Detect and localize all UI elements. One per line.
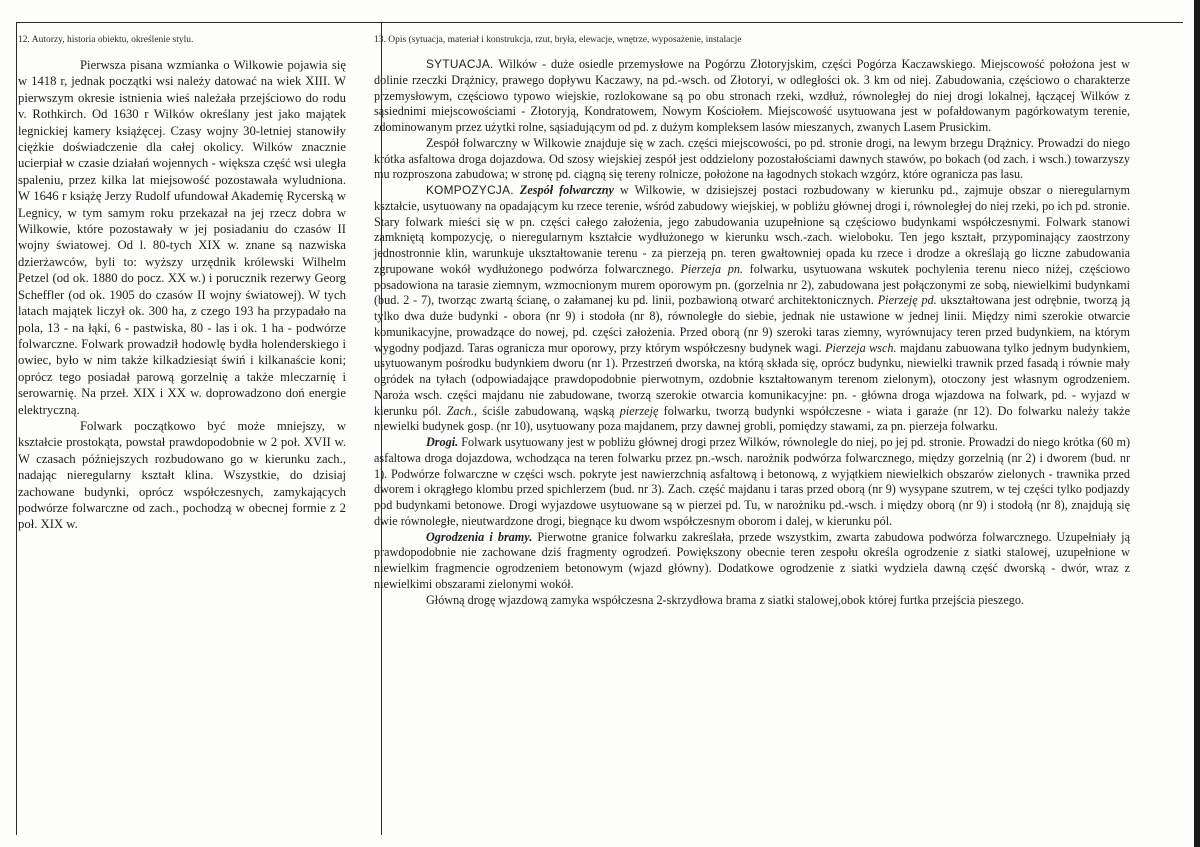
situation-text: Wilków - duże osiedle przemysłowe na Pogórzu Złotoryjskim, części Pogórza Kaczawskiego. Miejscowość położona jest w dolinie rzeczki Drążnicy, prawego dopływu Kaczawy, na pd.-wsch. od Złotoryi, w odległości ok. 3 km od niej. Zabudowania, częściowo o charakterze przemysłowym, częściowo typowo wiejskie, rozlokowane są po obu stronach rzeki, wzdłuż, równoległej do niej drogi lokalnej, łączącej Wilków z sąsiednimi miejscowościami - Złotoryją, Kondratowem, Nowym Kościołem. Miejscowość usytuowana jest w pofałdowanym pagórkowatym terenie, zdominowanym przez użytki rolne, sąsiadującym od pd. z dużym kompleksem lasów mieszanych, zwanych Lasem Prusickim. — [374, 57, 1130, 134]
composition-term-west: Zach. — [446, 403, 474, 418]
composition-term-complex: Zespół folwarczny — [519, 183, 614, 197]
composition-term-south: Pierzeję pd. — [877, 293, 937, 308]
composition-term-east: Pierzeja wsch. — [825, 340, 897, 355]
composition-text-a: w Wilkowie, w dzisiejszej postaci rozbudowany w kierunku pd., zajmuje obszar o nieregularnym kształcie, usytuowany na opadającym ku rzece terenie, wśród zabudowy wiejskiej, w pobliżu głównej drogi i, równoległej do niej rzeki, po ich pd. stronie. Stary folwark mieści się w pn. części całego założenia, jego zabudowania uzupełnione są częściowo budynkami współczesnymi. Folwark stanowi zamkniętą kompozycję, o nieregularnym kształcie wydłużonego w kierunku wsch.-zach. wieloboku. Ten jego kształt, przypominający zaostrzony jednostronnie klin, warunkuje ukształtowanie terenu - za pierzeją pn. teren gwałtowniej opada ku rzece i drodze a określają go liczne zabudowania zgrupowane wokół wydłużonego podwórza folwarcznego. — [374, 183, 1131, 276]
composition-heading: KOMPOZYCJA. — [426, 183, 514, 197]
composition-text-f: folwarku, tworzą budynki współczesne - wiata i garaże (nr 12). Do folwarku należy także niewielki budynek gosp. (nr 10), usytuowany poza majdanem, przy dawnej grobli, pomiędzy stawami, za pn. pierzeja folwarku. — [374, 403, 1130, 434]
composition-text-d: majdanu zabuowana tylko jednym budynkiem, usytuowanym pośrodku budynkiem dworu (nr 1). Przestrzeń dworska, na którą składa się, oprócz budynku, niewielki trawnik przed fasadą i równie mały ogródek na tyłach (odpowiadające prawdopodobnie pierwotnym, ozdobnie kształtowanym terenom zielonym), otoczony jest własnym ogrodzeniem. Naroża wsch. części majdanu nie zabudowane, tworzą szerokie otwarcia komunikacyjne: pn. - główna droga wjazdowa na folwark, pd. - wyjazd w kierunku pól. — [374, 340, 1130, 418]
fences-paragraph — [374, 530, 1130, 593]
roads-paragraph — [374, 435, 1130, 530]
section-13-label: 13. Opis (sytuacja, materiał i konstrukcja, rzut, bryła, elewacje, wnętrze, wyposażenie, instalacje — [374, 35, 742, 45]
description-column — [374, 34, 1130, 608]
situation-paragraph — [374, 57, 1130, 136]
situation-heading: SYTUACJA. — [426, 57, 494, 71]
fences-heading: Ogrodzenia i bramy. — [426, 529, 533, 544]
gate-paragraph: Główną drogę wjazdową zamyka współczesna 2-skrzydłowa brama z siatki stalowej,obok której furtka przejścia pieszego. — [426, 592, 1024, 607]
composition-paragraph — [374, 183, 1130, 435]
composition-text-e: , ściśle zabudowaną, wąską — [474, 403, 620, 418]
composition-term-frontage: pierzeję — [619, 403, 659, 418]
section-12-label: 12. Autorzy, historia obiektu, określenie stylu. — [18, 35, 194, 45]
composition-text-c: ukształtowana jest odrębnie, tworzą ją tylko dwa duże budynki - obora (nr 9) i stodoła (nr 8), równoległe do siebie, jednak nie ustawione w jednej linii. Między nimi szerokie otwarcie komunikacyjne, prowadzące do nowej, pd. części założenia. Przed oborą (nr 9) szeroki taras ziemny, wyrównujacy teren przed budynkiem, na którym wygodny podjazd. Taras ogranicza mur oporowy, przy którym współczesny budynek wagi. — [374, 293, 1130, 355]
history-paragraph-2: Folwark początkowo być może mniejszy, w kształcie prostokąta, powstał prawdopodobnie w 2 poł. XVII w. W czasach późniejszych rozbudowano go w kierunku zach., nadając nieregularny kształt klina. Wszystkie, do dzisiaj zachowane budynki, oprócz współczesnych, zamykających podwórze folwarczne od zach., pochodzą w obecnej formie z 2 poł. XIX w. — [18, 418, 346, 532]
fences-text: Pierwotne granice folwarku zakreślała, przede wszystkim, zwarta zabudowa podwórza folwarcznego. Uzupełniały ją prawdopodobnie nie zachowane dziś fragmenty ogrodzeń. Powiększony obecnie teren zespołu określa ogrodzenie z siatki stalowej, uzupełnione w niewielkim fragmencie ogrodzeniem betonowym (wjazd główny). Dodatkowe ogrodzenie z siatki wydziela dawną część dworską - dwór, wraz z niewielkimi obszarami zielonymi wokół. — [374, 529, 1130, 591]
roads-heading: Drogi. — [426, 435, 459, 449]
composition-term-north: Pierzeja pn. — [680, 261, 743, 276]
roads-text: Folwark usytuowany jest w pobliżu głównej drogi przez Wilków, równolegle do niej, po jej pd. stronie. Prowadzi do niego krótka (60 m) asfaltowa droga dojazdowa, wchodząca na teren folwarku przez pn.-wsch. narożnik podwórza folwarcznego, między gorzelnią (nr 2) i dworem (bud. nr 1). Podwórze folwarczne w części wsch. pokryte jest nawierzchnią asfaltową i betonową, z wyjątkiem niewielkich obszarów zielonych - trawnika przed dworem i okrągłego klombu przed spichlerzem (bud. nr 3). Zach. część majdanu i taras przed oborą (nr 9) wysypane szutrem, w tej części tylko podjazdy pod budynkami betonowe. Drogi wyjazdowe usytuowane są w pierzei pd. Tu, w narożniku pd.-wsch. i między oborą (nr 9) i stodołą (nr 8), znajdują się dwie równoległe, nieutwardzone drogi, biegnące ku dwom współczesnym oborom i dalej, w kierunku pól. — [374, 435, 1130, 528]
complex-location-paragraph: Zespół folwarczny w Wilkowie znajduje się w zach. części miejscowości, po pd. stronie drogi, na lewym brzegu Drążnicy. Prowadzi do niego krótka asfaltowa droga dojazdowa. Od szosy wiejskiej zespół jest oddzielony pozostałościami dawnych stawów, po bokach (od zach. i wsch.) towarzyszy mu rozproszona zabudowa; w stronę pd. ciągną się tereny rolnicze, położone na łagodnych stokach wzgórz, które ogranicza pas lasu. — [374, 135, 1130, 182]
composition-text-b: folwarku, usytuowana wskutek pochylenia terenu nieco niżej, częściowo posadowiona na tarasie ziemnym, wzmocnionym murem oporowym pn. (gorzelnia nr 2), zabudowana jest połączonymi ze sobą, niewielkimi budynkami (bud. 2 - 7), tworząc zwartą ścianę, o załamanej ku pd. linii, pozbawioną otwarć architektonicznych. — [374, 261, 1131, 308]
scan-edge-shadow — [1194, 0, 1200, 847]
history-paragraph-1: Pierwsza pisana wzmianka o Wilkowie pojawia się w 1418 r, jednak początki wsi należy datować na wiek XIII. W pierwszym okresie istnienia wieś należała przejściowo do rodu v. Rothkirch. Od 1630 r Wilków określany jest jako majątek legnickiej kamery książęcej. Czasy wojny 30-letniej stanowiły ciężkie doświadczenie dla całej okolicy. Wilków znacznie ucierpiał w czasie działań wojennych - większa część wsi uległa spaleniu, przez kilka lat miejsowość pozostawała wyludniona. W 1646 r książę Jerzy Rudolf ufundował Akademię Rycerską w Legnicy, w tym samym roku przekazał na jej rzecz dobra w Wilkowie, które pozostawały w jej posiadaniu do czasów II wojny światowej. Od l. 80-tych XIX w. znane są nazwiska dzierżawców, byli to: wyższy urzędnik królewski Wilhelm Petzel (od ok. 1880 do pocz. XX w.) i porucznik rezerwy Georg Scheffler (od ok. 1905 do czasów II wojny światowej). W tych latach majątek liczył ok. 300 ha, z czego 193 ha przypadało na pola, 13 - na łąki, 6 - pastwiska, 80 - las i ok. 1 ha - podwórze folwarczne. Folwark prowadził hodowlę bydła holenderskiego i owiec, było w nim także kilkadziesiąt świń i kilkanaście koni; oprócz tego posiadał parową gorzelnię a także mleczarnię i serowarnię. Na przeł. XIX i XX w. doprowadzono doń energie elektryczną. — [18, 58, 346, 417]
history-column — [18, 34, 346, 533]
